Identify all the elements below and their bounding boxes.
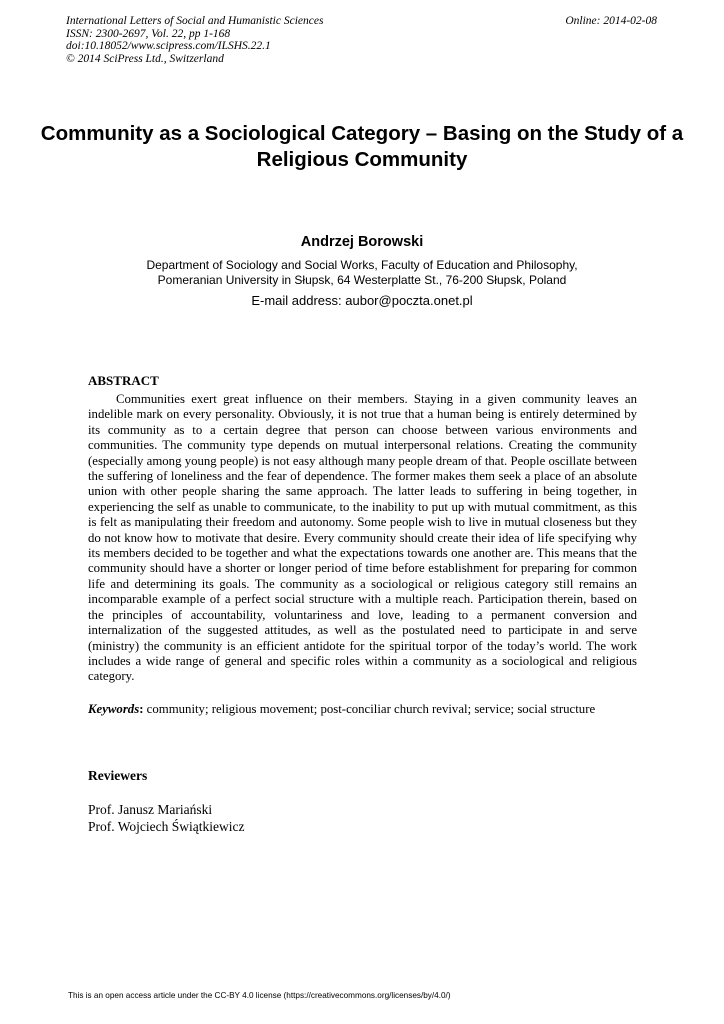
reviewer-name: Prof. Wojciech Świątkiewicz: [88, 819, 245, 834]
journal-header: [66, 15, 657, 65]
affiliation-line-2: Pomeranian University in Słupsk, 64 Westerplatte St., 76-200 Słupsk, Poland: [157, 273, 567, 287]
keywords-line: [88, 702, 648, 717]
keywords-text: community; religious movement; post-conciliar church revival; service; social structure: [143, 702, 596, 716]
keywords-label: Keywords: [88, 702, 140, 716]
keywords-separator: :: [139, 702, 144, 716]
abstract-text: Communities exert great influence on their members. Staying in a given community leaves an indelible mark on every personality. Obviously, it is not true that a human being is entirely determined by its community as to a certain degree that person can choose between various environments and communities. The community type depends on mutual interpersonal relations. Creating the community (especially among young people) is not easy although many people dream of that. People oscillate between the suffering of loneliness and the fear of dependence. The former makes them seek a place of an absolute union with other people sharing the same approach. The latter leads to suffering in being together, in experiencing the self as unable to communicate, to the inability to put up with mutual commitment, as this is felt as manipulating their freedom and autonomy. Some people wish to live in mutual closeness but they do not know how to motivate that desire. Every community should create their idea of life specifying why its members decided to be together and what the expectations towards one another are. This means that the community should have a shorter or longer period of time before establishment for preparing for common life and determining its goals. The community as a sociological or religious category still remains an incomparable example of a perfect social structure with a multiple reach. Participation therein, based on the principles of accountability, voluntariness and love, leading to a permanent conversion and internalization of the suggested attitudes, as well as the postulated need to participate in and serve (ministry) the community is an efficient antidote for the spiritual torpor of the today’s world. The work includes a wide range of general and specific roles within a community as a sociological and religious category.: [88, 392, 637, 684]
reviewer-name: Prof. Janusz Mariański: [88, 802, 213, 817]
reviewers-heading: Reviewers: [88, 768, 148, 783]
author-name: Andrzej Borowski: [300, 234, 424, 250]
journal-name: International Letters of Social and Humanistic Sciences: [66, 15, 324, 27]
journal-issn: ISSN: 2300-2697, Vol. 22, pp 1-168: [66, 27, 231, 40]
affiliation-line-1: Department of Sociology and Social Works, Faculty of Education and Philosophy,: [146, 258, 578, 272]
online-date: Online: 2014-02-08: [565, 15, 657, 27]
journal-doi: doi:10.18052/www.scipress.com/ILSHS.22.1: [66, 40, 271, 52]
abstract-heading: ABSTRACT: [88, 373, 159, 388]
license-footer: This is an open access article under the CC-BY 4.0 license (https://creativecommons.org/licenses/by/4.0/): [68, 991, 451, 1000]
author-affiliation: [60, 258, 664, 288]
paper-title: Community as a Sociological Category – Basing on the Study of a Religious Community: [40, 122, 684, 171]
author-email: E-mail address: aubor@poczta.onet.pl: [251, 293, 473, 308]
journal-copyright: © 2014 SciPress Ltd., Switzerland: [66, 52, 224, 65]
